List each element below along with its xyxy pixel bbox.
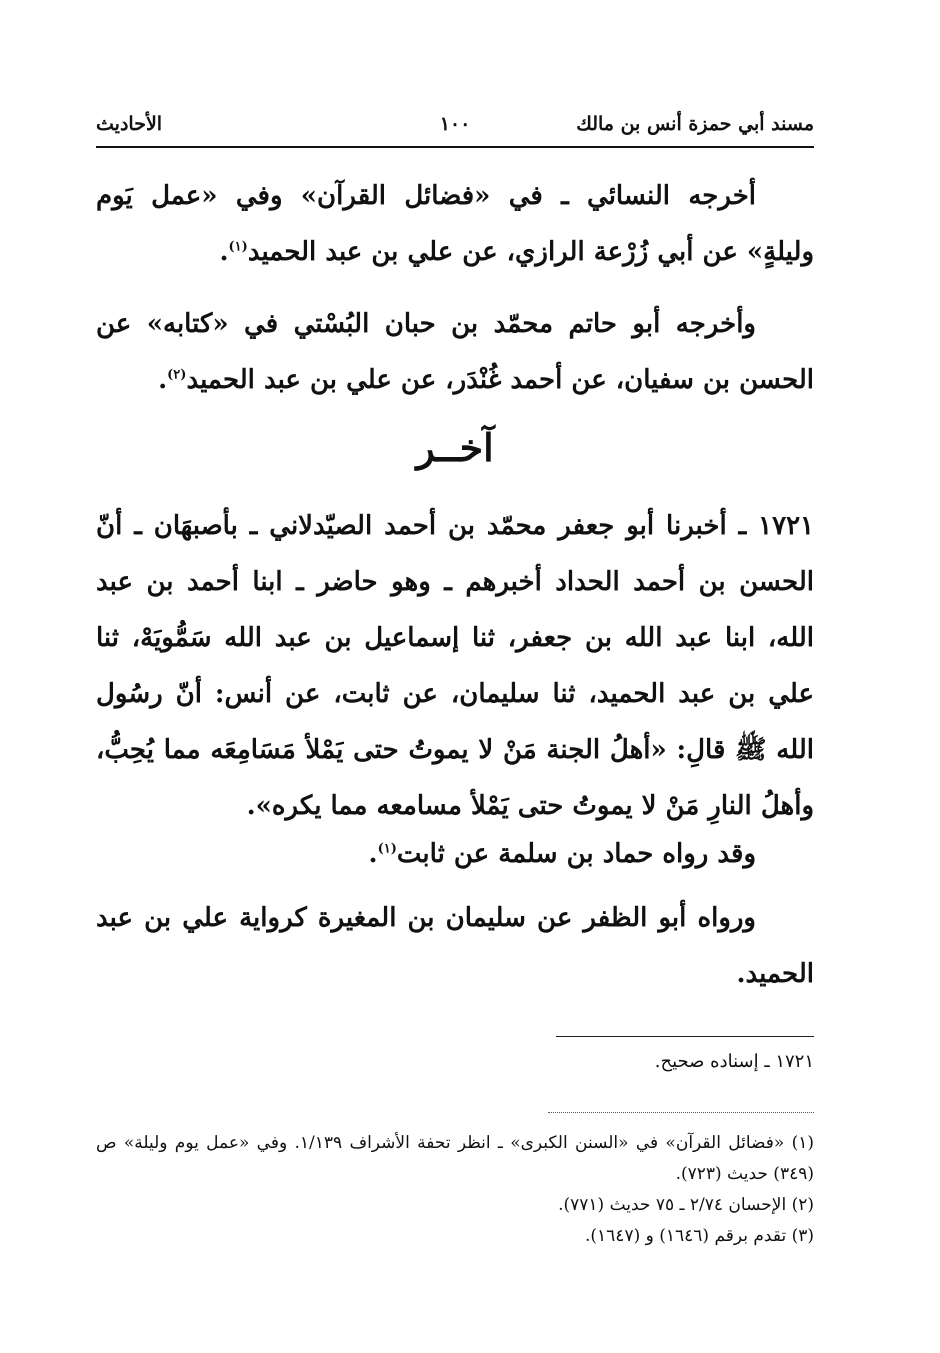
notes-rule [556, 1036, 814, 1037]
paragraph-nasai [96, 168, 814, 280]
footnote-marker: (١) [228, 239, 248, 255]
footnotes-dotted-rule [548, 1112, 814, 1113]
footnote-marker: (١) [377, 841, 397, 857]
footnote-marker: (٢) [167, 367, 187, 383]
paragraph-text: وأخرجه أبو حاتم محمّد بن حبان البُسْتي في «كتابه» عن الحسن بن سفيان، عن أحمد غُنْدَر، عن علي بن عبد الحميد [96, 309, 814, 395]
paragraph-text: ورواه أبو الظفر عن سليمان بن المغيرة كرواية علي بن عبد الحميد. [96, 903, 814, 989]
paragraph-text: أخرجه النسائي ـ في «فضائل القرآن» وفي «عمل يَوم وليلةٍ» عن أبي زُرْعة الرازي، عن علي بن عبد الحميد [96, 181, 814, 267]
footnote-item: (٢) الإحسان ٢/٧٤ ـ ٧٥ حديث (٧٧١). [558, 1195, 814, 1215]
paragraph-end: . [368, 839, 378, 869]
hadith-1721-text: ١٧٢١ ـ أخبرنا أبو جعفر محمّد بن أحمد الصيّدلاني ـ بأصبهَان ـ أنّ الحسن بن أحمد الحداد أخبرهم ـ وهو حاضر ـ ابنا أحمد بن عبد الله، ابنا عبد الله بن جعفر، ثنا إسماعيل بن عبد الله سَمُّويَهْ، ثنا علي بن عبد الحميد، ثنا سليمان، عن ثابت، عن أنس: أنّ رسُول الله ﷺ قالِ: «أهلُ الجنة مَنْ لا يموتُ حتى يَمْلأ مَسَامِعَه مما يُحِبُّ، وأهلُ النارِ مَنْ لا يموتُ حتى يَمْلأ مسامعه مما يكره». [96, 511, 814, 821]
paragraph-text: وقد رواه حماد بن سلمة عن ثابت [396, 839, 756, 869]
running-header [96, 104, 814, 144]
header-section-title: الأحاديث [96, 113, 163, 135]
paragraph-end: . [219, 237, 229, 267]
grade-note: ١٧٢١ ـ إسناده صحيح. [654, 1051, 814, 1072]
header-book-title: مسند أبي حمزة أنس بن مالك [576, 113, 814, 135]
paragraph-end: . [158, 365, 168, 395]
footnote-item: (١) «فضائل القرآن» في «السنن الكبرى» ـ انظر تحفة الأشراف ١/١٣٩. وفي «عمل يوم وليلة» ص (٣٤٩) حديث (٧٢٣). [96, 1133, 814, 1184]
footnotes [96, 1128, 814, 1252]
footnote-item: (٣) تقدم برقم (١٦٤٦) و (١٦٤٧). [585, 1226, 814, 1246]
paragraph-ibn-hibban [96, 296, 814, 408]
section-title: آخــر [416, 425, 494, 470]
page-number: ١٠٠ [439, 113, 471, 135]
header-rule [96, 146, 814, 148]
paragraph-hammad [96, 826, 814, 882]
paragraph-abu-al-zafar [96, 890, 814, 1002]
